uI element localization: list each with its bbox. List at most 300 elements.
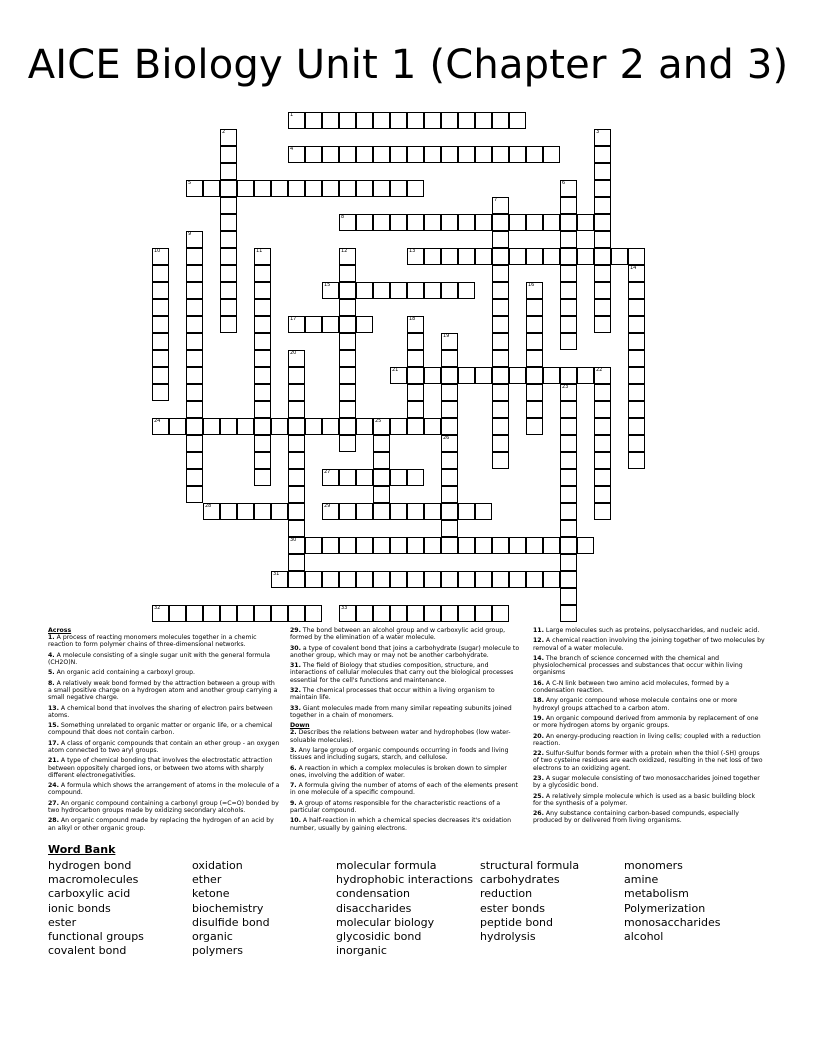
crossword-cell[interactable]: [288, 520, 305, 537]
crossword-cell[interactable]: [441, 452, 458, 469]
crossword-cell[interactable]: [560, 503, 577, 520]
crossword-cell[interactable]: [628, 384, 645, 401]
crossword-cell[interactable]: [339, 282, 356, 299]
crossword-cell[interactable]: [186, 384, 203, 401]
crossword-cell[interactable]: [441, 435, 458, 452]
crossword-cell[interactable]: [254, 299, 271, 316]
crossword-cell[interactable]: [220, 197, 237, 214]
crossword-cell[interactable]: [186, 486, 203, 503]
crossword-cell[interactable]: [407, 248, 424, 265]
crossword-cell[interactable]: [526, 146, 543, 163]
crossword-cell[interactable]: [390, 605, 407, 622]
crossword-cell[interactable]: [441, 401, 458, 418]
crossword-cell[interactable]: [288, 452, 305, 469]
crossword-cell[interactable]: [594, 401, 611, 418]
crossword-cell[interactable]: [560, 299, 577, 316]
crossword-cell[interactable]: [628, 452, 645, 469]
crossword-cell[interactable]: [560, 214, 577, 231]
crossword-cell[interactable]: [560, 571, 577, 588]
crossword-cell[interactable]: [356, 112, 373, 129]
crossword-cell[interactable]: [220, 146, 237, 163]
crossword-cell[interactable]: [594, 367, 611, 384]
crossword-cell[interactable]: [407, 469, 424, 486]
crossword-cell[interactable]: [186, 333, 203, 350]
crossword-cell[interactable]: [594, 231, 611, 248]
crossword-cell[interactable]: [288, 316, 305, 333]
crossword-cell[interactable]: [475, 146, 492, 163]
crossword-cell[interactable]: [475, 112, 492, 129]
crossword-cell[interactable]: [220, 316, 237, 333]
crossword-cell[interactable]: [220, 231, 237, 248]
crossword-cell[interactable]: [407, 350, 424, 367]
crossword-cell[interactable]: [152, 367, 169, 384]
crossword-cell[interactable]: [186, 265, 203, 282]
crossword-cell[interactable]: [373, 180, 390, 197]
crossword-cell[interactable]: [441, 333, 458, 350]
crossword-cell[interactable]: [305, 316, 322, 333]
crossword-cell[interactable]: [560, 486, 577, 503]
crossword-cell[interactable]: [424, 214, 441, 231]
crossword-cell[interactable]: [254, 503, 271, 520]
crossword-cell[interactable]: [424, 537, 441, 554]
crossword-cell[interactable]: [560, 316, 577, 333]
crossword-cell[interactable]: [594, 299, 611, 316]
crossword-cell[interactable]: [594, 469, 611, 486]
crossword-cell[interactable]: [441, 503, 458, 520]
crossword-cell[interactable]: [237, 605, 254, 622]
crossword-cell[interactable]: [526, 316, 543, 333]
crossword-cell[interactable]: [339, 299, 356, 316]
crossword-cell[interactable]: [339, 401, 356, 418]
crossword-cell[interactable]: [339, 112, 356, 129]
crossword-cell[interactable]: [560, 520, 577, 537]
crossword-cell[interactable]: [356, 180, 373, 197]
crossword-cell[interactable]: [441, 520, 458, 537]
crossword-cell[interactable]: [322, 571, 339, 588]
crossword-cell[interactable]: [254, 282, 271, 299]
crossword-cell[interactable]: [509, 214, 526, 231]
crossword-cell[interactable]: [220, 265, 237, 282]
crossword-cell[interactable]: [543, 537, 560, 554]
crossword-cell[interactable]: [186, 418, 203, 435]
crossword-cell[interactable]: [305, 537, 322, 554]
crossword-cell[interactable]: [390, 537, 407, 554]
crossword-cell[interactable]: [339, 435, 356, 452]
crossword-cell[interactable]: [458, 248, 475, 265]
crossword-cell[interactable]: [492, 197, 509, 214]
crossword-cell[interactable]: [322, 503, 339, 520]
crossword-cell[interactable]: [441, 418, 458, 435]
crossword-cell[interactable]: [424, 112, 441, 129]
crossword-cell[interactable]: [475, 248, 492, 265]
crossword-cell[interactable]: [475, 537, 492, 554]
crossword-cell[interactable]: [594, 452, 611, 469]
crossword-cell[interactable]: [254, 316, 271, 333]
crossword-cell[interactable]: [152, 299, 169, 316]
crossword-cell[interactable]: [441, 146, 458, 163]
crossword-cell[interactable]: [560, 537, 577, 554]
crossword-cell[interactable]: [390, 112, 407, 129]
crossword-cell[interactable]: [594, 163, 611, 180]
crossword-cell[interactable]: [560, 554, 577, 571]
crossword-cell[interactable]: [339, 214, 356, 231]
crossword-cell[interactable]: [322, 418, 339, 435]
crossword-cell[interactable]: [254, 367, 271, 384]
crossword-cell[interactable]: [407, 401, 424, 418]
crossword-cell[interactable]: [186, 180, 203, 197]
crossword-cell[interactable]: [441, 214, 458, 231]
crossword-cell[interactable]: [560, 418, 577, 435]
crossword-cell[interactable]: [577, 248, 594, 265]
crossword-cell[interactable]: [220, 282, 237, 299]
crossword-cell[interactable]: [628, 248, 645, 265]
crossword-cell[interactable]: [339, 350, 356, 367]
crossword-cell[interactable]: [373, 146, 390, 163]
crossword-cell[interactable]: [322, 180, 339, 197]
crossword-cell[interactable]: [526, 299, 543, 316]
crossword-cell[interactable]: [254, 401, 271, 418]
crossword-cell[interactable]: [288, 435, 305, 452]
crossword-cell[interactable]: [560, 180, 577, 197]
crossword-cell[interactable]: [475, 214, 492, 231]
crossword-cell[interactable]: [407, 214, 424, 231]
crossword-cell[interactable]: [373, 282, 390, 299]
crossword-cell[interactable]: [220, 503, 237, 520]
crossword-cell[interactable]: [628, 401, 645, 418]
crossword-cell[interactable]: [441, 469, 458, 486]
crossword-cell[interactable]: [594, 180, 611, 197]
crossword-cell[interactable]: [594, 282, 611, 299]
crossword-cell[interactable]: [339, 571, 356, 588]
crossword-cell[interactable]: [288, 367, 305, 384]
crossword-cell[interactable]: [543, 146, 560, 163]
crossword-cell[interactable]: [475, 605, 492, 622]
crossword-cell[interactable]: [186, 231, 203, 248]
crossword-cell[interactable]: [390, 503, 407, 520]
crossword-cell[interactable]: [407, 418, 424, 435]
crossword-cell[interactable]: [220, 248, 237, 265]
crossword-cell[interactable]: [407, 112, 424, 129]
crossword-cell[interactable]: [628, 265, 645, 282]
crossword-cell[interactable]: [390, 214, 407, 231]
crossword-cell[interactable]: [424, 571, 441, 588]
crossword-cell[interactable]: [407, 146, 424, 163]
crossword-cell[interactable]: [390, 367, 407, 384]
crossword-cell[interactable]: [356, 571, 373, 588]
crossword-cell[interactable]: [441, 384, 458, 401]
crossword-cell[interactable]: [458, 282, 475, 299]
crossword-cell[interactable]: [526, 401, 543, 418]
crossword-cell[interactable]: [339, 146, 356, 163]
crossword-cell[interactable]: [169, 605, 186, 622]
crossword-cell[interactable]: [526, 418, 543, 435]
crossword-cell[interactable]: [594, 435, 611, 452]
crossword-cell[interactable]: [628, 350, 645, 367]
crossword-cell[interactable]: [152, 384, 169, 401]
crossword-cell[interactable]: [186, 435, 203, 452]
crossword-cell[interactable]: [492, 384, 509, 401]
crossword-cell[interactable]: [152, 265, 169, 282]
crossword-cell[interactable]: [220, 605, 237, 622]
crossword-cell[interactable]: [254, 333, 271, 350]
crossword-cell[interactable]: [254, 265, 271, 282]
crossword-cell[interactable]: [526, 350, 543, 367]
crossword-cell[interactable]: [254, 180, 271, 197]
crossword-cell[interactable]: [356, 282, 373, 299]
crossword-cell[interactable]: [560, 265, 577, 282]
crossword-cell[interactable]: [288, 469, 305, 486]
crossword-cell[interactable]: [373, 469, 390, 486]
crossword-cell[interactable]: [237, 180, 254, 197]
crossword-cell[interactable]: [594, 503, 611, 520]
crossword-cell[interactable]: [237, 503, 254, 520]
crossword-cell[interactable]: [271, 418, 288, 435]
crossword-cell[interactable]: [560, 333, 577, 350]
crossword-cell[interactable]: [628, 282, 645, 299]
crossword-cell[interactable]: [305, 180, 322, 197]
crossword-cell[interactable]: [169, 418, 186, 435]
crossword-cell[interactable]: [254, 384, 271, 401]
crossword-cell[interactable]: [356, 316, 373, 333]
crossword-cell[interactable]: [203, 418, 220, 435]
crossword-cell[interactable]: [288, 401, 305, 418]
crossword-cell[interactable]: [560, 469, 577, 486]
crossword-cell[interactable]: [424, 605, 441, 622]
crossword-cell[interactable]: [594, 146, 611, 163]
crossword-cell[interactable]: [186, 605, 203, 622]
crossword-cell[interactable]: [543, 571, 560, 588]
crossword-cell[interactable]: [458, 214, 475, 231]
crossword-cell[interactable]: [577, 537, 594, 554]
crossword-cell[interactable]: [526, 333, 543, 350]
crossword-cell[interactable]: [492, 537, 509, 554]
crossword-cell[interactable]: [492, 418, 509, 435]
crossword-cell[interactable]: [322, 112, 339, 129]
crossword-cell[interactable]: [594, 248, 611, 265]
crossword-cell[interactable]: [628, 316, 645, 333]
crossword-cell[interactable]: [492, 112, 509, 129]
crossword-cell[interactable]: [526, 384, 543, 401]
crossword-cell[interactable]: [407, 537, 424, 554]
crossword-cell[interactable]: [356, 469, 373, 486]
crossword-cell[interactable]: [288, 554, 305, 571]
crossword-cell[interactable]: [594, 129, 611, 146]
crossword-cell[interactable]: [560, 588, 577, 605]
crossword-cell[interactable]: [458, 571, 475, 588]
crossword-cell[interactable]: [186, 469, 203, 486]
crossword-cell[interactable]: [288, 537, 305, 554]
crossword-cell[interactable]: [543, 367, 560, 384]
crossword-cell[interactable]: [492, 146, 509, 163]
crossword-cell[interactable]: [356, 537, 373, 554]
crossword-cell[interactable]: [458, 367, 475, 384]
crossword-cell[interactable]: [407, 367, 424, 384]
crossword-cell[interactable]: [594, 384, 611, 401]
crossword-cell[interactable]: [305, 605, 322, 622]
crossword-cell[interactable]: [560, 367, 577, 384]
crossword-cell[interactable]: [339, 367, 356, 384]
crossword-cell[interactable]: [560, 435, 577, 452]
crossword-cell[interactable]: [424, 418, 441, 435]
crossword-cell[interactable]: [560, 282, 577, 299]
crossword-cell[interactable]: [543, 248, 560, 265]
crossword-cell[interactable]: [356, 418, 373, 435]
crossword-cell[interactable]: [339, 503, 356, 520]
crossword-cell[interactable]: [441, 537, 458, 554]
crossword-cell[interactable]: [441, 571, 458, 588]
crossword-cell[interactable]: [373, 571, 390, 588]
crossword-cell[interactable]: [628, 299, 645, 316]
crossword-cell[interactable]: [424, 503, 441, 520]
crossword-cell[interactable]: [254, 469, 271, 486]
crossword-cell[interactable]: [271, 180, 288, 197]
crossword-cell[interactable]: [254, 605, 271, 622]
crossword-cell[interactable]: [152, 316, 169, 333]
crossword-cell[interactable]: [407, 316, 424, 333]
crossword-cell[interactable]: [509, 248, 526, 265]
crossword-cell[interactable]: [407, 571, 424, 588]
crossword-cell[interactable]: [424, 146, 441, 163]
crossword-cell[interactable]: [492, 350, 509, 367]
crossword-cell[interactable]: [526, 537, 543, 554]
crossword-cell[interactable]: [560, 231, 577, 248]
crossword-cell[interactable]: [339, 180, 356, 197]
crossword-cell[interactable]: [271, 503, 288, 520]
crossword-cell[interactable]: [492, 435, 509, 452]
crossword-cell[interactable]: [407, 384, 424, 401]
crossword-cell[interactable]: [186, 452, 203, 469]
crossword-cell[interactable]: [339, 333, 356, 350]
crossword-cell[interactable]: [288, 486, 305, 503]
crossword-cell[interactable]: [492, 452, 509, 469]
crossword-cell[interactable]: [492, 299, 509, 316]
crossword-cell[interactable]: [594, 214, 611, 231]
crossword-cell[interactable]: [441, 486, 458, 503]
crossword-cell[interactable]: [203, 503, 220, 520]
crossword-cell[interactable]: [560, 401, 577, 418]
crossword-cell[interactable]: [288, 384, 305, 401]
crossword-cell[interactable]: [407, 503, 424, 520]
crossword-cell[interactable]: [339, 248, 356, 265]
crossword-cell[interactable]: [492, 265, 509, 282]
crossword-cell[interactable]: [441, 350, 458, 367]
crossword-cell[interactable]: [356, 605, 373, 622]
crossword-cell[interactable]: [220, 299, 237, 316]
crossword-cell[interactable]: [322, 316, 339, 333]
crossword-cell[interactable]: [492, 401, 509, 418]
crossword-cell[interactable]: [186, 282, 203, 299]
crossword-cell[interactable]: [441, 112, 458, 129]
crossword-cell[interactable]: [407, 333, 424, 350]
crossword-cell[interactable]: [475, 367, 492, 384]
crossword-cell[interactable]: [322, 282, 339, 299]
crossword-cell[interactable]: [288, 112, 305, 129]
crossword-cell[interactable]: [288, 605, 305, 622]
crossword-cell[interactable]: [509, 367, 526, 384]
crossword-cell[interactable]: [254, 248, 271, 265]
crossword-cell[interactable]: [441, 282, 458, 299]
crossword-cell[interactable]: [441, 248, 458, 265]
crossword-cell[interactable]: [492, 231, 509, 248]
crossword-cell[interactable]: [509, 571, 526, 588]
crossword-cell[interactable]: [594, 265, 611, 282]
crossword-cell[interactable]: [373, 486, 390, 503]
crossword-cell[interactable]: [254, 435, 271, 452]
crossword-cell[interactable]: [373, 503, 390, 520]
crossword-cell[interactable]: [390, 418, 407, 435]
crossword-cell[interactable]: [475, 571, 492, 588]
crossword-cell[interactable]: [271, 571, 288, 588]
crossword-cell[interactable]: [152, 350, 169, 367]
crossword-cell[interactable]: [305, 112, 322, 129]
crossword-cell[interactable]: [424, 367, 441, 384]
crossword-cell[interactable]: [203, 180, 220, 197]
crossword-cell[interactable]: [220, 418, 237, 435]
crossword-cell[interactable]: [373, 605, 390, 622]
crossword-cell[interactable]: [186, 248, 203, 265]
crossword-cell[interactable]: [220, 163, 237, 180]
crossword-cell[interactable]: [339, 605, 356, 622]
crossword-cell[interactable]: [390, 180, 407, 197]
crossword-cell[interactable]: [458, 605, 475, 622]
crossword-cell[interactable]: [560, 605, 577, 622]
crossword-cell[interactable]: [509, 537, 526, 554]
crossword-cell[interactable]: [594, 316, 611, 333]
crossword-cell[interactable]: [458, 146, 475, 163]
crossword-cell[interactable]: [543, 214, 560, 231]
crossword-cell[interactable]: [288, 350, 305, 367]
crossword-cell[interactable]: [407, 180, 424, 197]
crossword-cell[interactable]: [441, 367, 458, 384]
crossword-cell[interactable]: [594, 418, 611, 435]
crossword-cell[interactable]: [288, 571, 305, 588]
crossword-cell[interactable]: [526, 214, 543, 231]
crossword-cell[interactable]: [390, 469, 407, 486]
crossword-cell[interactable]: [594, 486, 611, 503]
crossword-cell[interactable]: [492, 316, 509, 333]
crossword-cell[interactable]: [271, 605, 288, 622]
crossword-cell[interactable]: [186, 299, 203, 316]
crossword-cell[interactable]: [594, 197, 611, 214]
crossword-cell[interactable]: [458, 537, 475, 554]
crossword-cell[interactable]: [203, 605, 220, 622]
crossword-cell[interactable]: [526, 248, 543, 265]
crossword-cell[interactable]: [458, 503, 475, 520]
crossword-cell[interactable]: [526, 282, 543, 299]
crossword-cell[interactable]: [356, 146, 373, 163]
crossword-cell[interactable]: [373, 537, 390, 554]
crossword-cell[interactable]: [373, 435, 390, 452]
crossword-cell[interactable]: [373, 452, 390, 469]
crossword-cell[interactable]: [407, 282, 424, 299]
crossword-cell[interactable]: [356, 214, 373, 231]
crossword-cell[interactable]: [492, 605, 509, 622]
crossword-cell[interactable]: [475, 503, 492, 520]
crossword-cell[interactable]: [254, 418, 271, 435]
crossword-cell[interactable]: [186, 367, 203, 384]
crossword-cell[interactable]: [373, 112, 390, 129]
crossword-cell[interactable]: [492, 333, 509, 350]
crossword-cell[interactable]: [492, 214, 509, 231]
crossword-cell[interactable]: [152, 248, 169, 265]
crossword-cell[interactable]: [152, 605, 169, 622]
crossword-cell[interactable]: [577, 367, 594, 384]
crossword-cell[interactable]: [305, 146, 322, 163]
crossword-cell[interactable]: [424, 248, 441, 265]
crossword-cell[interactable]: [407, 605, 424, 622]
crossword-cell[interactable]: [628, 418, 645, 435]
crossword-cell[interactable]: [492, 367, 509, 384]
